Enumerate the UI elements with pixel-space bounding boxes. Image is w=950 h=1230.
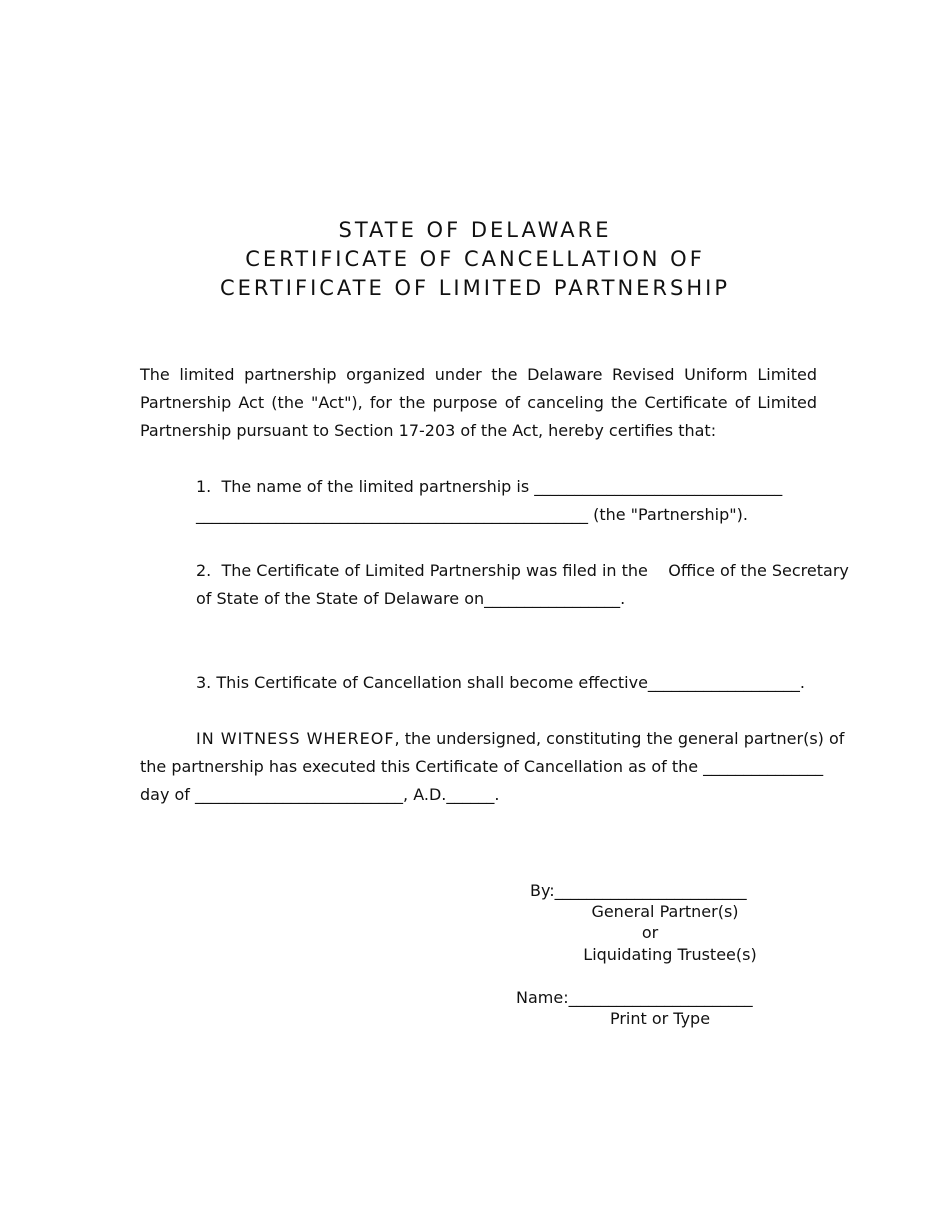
witness-line-1-rest: , the undersigned, constituting the general partner(s) of bbox=[394, 729, 845, 748]
general-partner-caption: General Partner(s) bbox=[591, 902, 739, 921]
print-or-type-caption: Print or Type bbox=[609, 1009, 711, 1028]
item-1-line-2: _________________________________________________ (the "Partnership"). bbox=[196, 505, 748, 524]
or-caption: or bbox=[641, 923, 659, 942]
witness-caps: IN WITNESS WHEREOF bbox=[196, 729, 395, 748]
signature-by-line: By:________________________ bbox=[530, 881, 747, 900]
item-1-line-1: 1. The name of the limited partnership is _______________________________ bbox=[196, 477, 783, 496]
title-line-limited-partnership: CERTIFICATE OF LIMITED PARTNERSHIP bbox=[219, 276, 730, 300]
witness-line-3: day of __________________________, A.D.______. bbox=[140, 785, 500, 804]
document-title bbox=[0, 216, 950, 303]
witness-line-2: the partnership has executed this Certificate of Cancellation as of the _______________ bbox=[140, 757, 824, 776]
liquidating-trustee-caption: Liquidating Trustee(s) bbox=[583, 945, 757, 964]
title-line-state: STATE OF DELAWARE bbox=[338, 218, 612, 242]
witness-clause bbox=[140, 725, 845, 809]
signature-name-line: Name:_______________________ bbox=[516, 988, 753, 1007]
item-2-line-2: of State of the State of Delaware on_________________. bbox=[196, 589, 626, 608]
witness-line-1 bbox=[140, 725, 845, 753]
item-2-line-1: 2. The Certificate of Limited Partnership was filed in the Office of the Secretary bbox=[196, 561, 849, 580]
item-2-filing-date bbox=[196, 557, 849, 613]
title-line-cancellation: CERTIFICATE OF CANCELLATION OF bbox=[245, 247, 705, 271]
item-3-effective-date: 3. This Certificate of Cancellation shall become effective___________________. bbox=[196, 673, 806, 692]
item-1-partnership-name bbox=[196, 473, 817, 529]
intro-paragraph: The limited partnership organized under the Delaware Revised Uniform Limited Partnership Act (the "Act"), for the purpose of canceling the Certificate of Limited Partnership pursuant to Section 17-203 of the Act, hereby certifies that: bbox=[140, 365, 817, 440]
